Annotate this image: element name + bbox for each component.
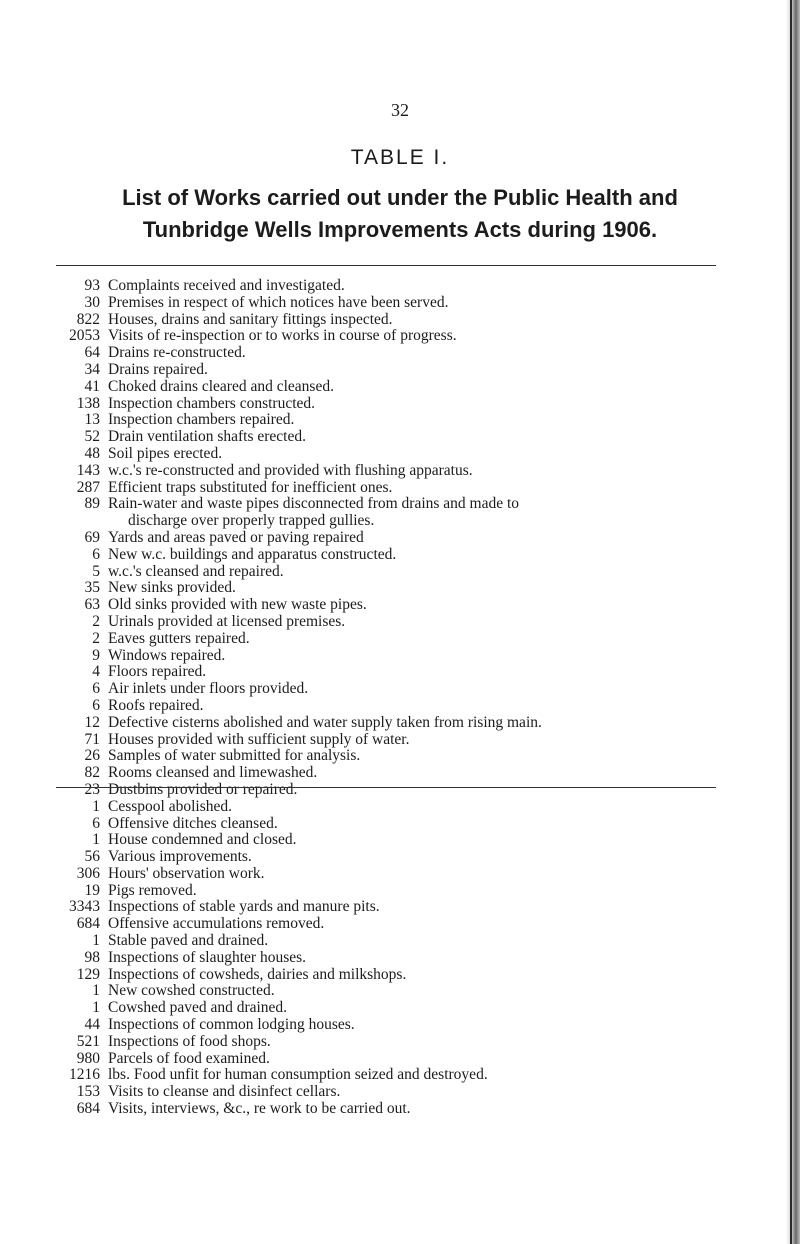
item-count: 287 <box>76 478 100 496</box>
list-item <box>52 547 732 564</box>
list-item <box>52 899 732 916</box>
list-item <box>52 412 732 429</box>
item-count: 52 <box>84 428 100 446</box>
item-description: Rooms cleansed and limewashed. <box>108 764 318 782</box>
item-description: Drains re-constructed. <box>108 344 246 362</box>
item-count: 19 <box>84 881 100 899</box>
item-description-line: Rain-water and waste pipes disconnected from drains and made to <box>108 495 520 513</box>
item-description: Drains repaired. <box>108 360 208 378</box>
item-description: Inspection chambers repaired. <box>108 411 295 429</box>
list-item <box>52 832 732 849</box>
item-description: Drain ventilation shafts erected. <box>108 428 306 446</box>
item-count: 822 <box>76 310 100 328</box>
list-item <box>52 698 732 715</box>
item-count: 1 <box>92 797 100 815</box>
item-description: w.c.'s cleansed and repaired. <box>108 562 284 580</box>
works-list <box>52 278 732 1118</box>
item-count: 2 <box>92 629 100 647</box>
item-description: Houses provided with sufficient supply of water. <box>108 730 410 748</box>
item-description: Houses, drains and sanitary fittings inspected. <box>108 310 393 328</box>
list-item <box>52 916 732 933</box>
list-item <box>52 362 732 379</box>
page-edge-line <box>790 0 792 1244</box>
list-item <box>52 614 732 631</box>
item-description: Floors repaired. <box>108 663 207 681</box>
item-count: 2053 <box>69 327 100 345</box>
item-description: Dustbins provided or repaired. <box>108 780 298 798</box>
item-description: Inspections of stable yards and manure pits. <box>108 898 380 916</box>
item-description <box>100 496 732 530</box>
list-item <box>52 564 732 581</box>
list-item <box>52 765 732 782</box>
list-item <box>52 278 732 295</box>
list-item <box>52 295 732 312</box>
item-description: Cowshed paved and drained. <box>108 999 288 1017</box>
item-count: 3343 <box>69 898 100 916</box>
list-item <box>52 631 732 648</box>
item-description: Hours' observation work. <box>108 864 265 882</box>
item-description: Inspections of cowsheds, dairies and milkshops. <box>108 965 407 983</box>
list-item <box>52 597 732 614</box>
item-description: w.c.'s re-constructed and provided with flushing apparatus. <box>108 461 473 479</box>
item-count: 69 <box>84 528 100 546</box>
list-item <box>52 782 732 799</box>
item-description: Various improvements. <box>108 848 252 866</box>
item-count: 143 <box>76 461 100 479</box>
list-item <box>52 580 732 597</box>
item-description: Air inlets under floors provided. <box>108 680 309 698</box>
item-count: 35 <box>84 579 100 597</box>
list-item <box>52 396 732 413</box>
list-item <box>52 664 732 681</box>
list-item <box>52 379 732 396</box>
item-description: House condemned and closed. <box>108 831 297 849</box>
item-count: 34 <box>84 360 100 378</box>
item-description: Cesspool abolished. <box>108 797 232 815</box>
item-count: 1 <box>92 999 100 1017</box>
document-heading <box>40 182 760 246</box>
item-count: 89 <box>84 495 100 513</box>
top-divider <box>56 265 716 266</box>
list-item <box>52 933 732 950</box>
list-item <box>52 1067 732 1084</box>
item-description: Samples of water submitted for analysis. <box>108 747 361 765</box>
item-count: 980 <box>76 1049 100 1067</box>
page-number: 32 <box>391 100 409 120</box>
item-count: 6 <box>92 545 100 563</box>
item-count: 82 <box>84 764 100 782</box>
list-item <box>52 463 732 480</box>
item-count: 6 <box>92 696 100 714</box>
item-count: 71 <box>84 730 100 748</box>
item-description: Defective cisterns abolished and water supply taken from rising main. <box>108 713 542 731</box>
item-description: Inspections of common lodging houses. <box>108 1016 355 1034</box>
list-item <box>52 816 732 833</box>
item-count: 98 <box>84 948 100 966</box>
list-item <box>52 849 732 866</box>
item-description: Soil pipes erected. <box>108 444 223 462</box>
item-description: Offensive ditches cleansed. <box>108 814 278 832</box>
item-count: 13 <box>84 411 100 429</box>
heading-line-2: Tunbridge Wells Improvements Acts during 1906. <box>142 217 658 242</box>
list-item <box>52 950 732 967</box>
item-description: Roofs repaired. <box>108 696 204 714</box>
item-description: Parcels of food examined. <box>108 1049 270 1067</box>
item-count: 6 <box>92 680 100 698</box>
item-count: 5 <box>92 562 100 580</box>
list-item <box>52 866 732 883</box>
list-item <box>52 1051 732 1068</box>
list-item <box>52 1017 732 1034</box>
item-count: 306 <box>76 864 100 882</box>
list-item <box>52 345 732 362</box>
list-item <box>52 648 732 665</box>
item-description: Visits to cleanse and disinfect cellars. <box>108 1083 341 1101</box>
list-item <box>52 496 732 530</box>
table-title: TABLE I. <box>350 146 450 169</box>
list-item <box>52 967 732 984</box>
item-description: Eaves gutters repaired. <box>108 629 250 647</box>
item-description: Complaints received and investigated. <box>108 277 345 294</box>
list-item <box>52 1101 732 1118</box>
item-description: New cowshed constructed. <box>108 982 275 1000</box>
list-item <box>52 715 732 732</box>
item-description: Yards and areas paved or paving repaired <box>108 528 364 546</box>
item-count: 1 <box>92 982 100 1000</box>
item-count: 521 <box>76 1032 100 1050</box>
item-description: Premises in respect of which notices have been served. <box>108 293 449 311</box>
item-count: 64 <box>84 344 100 362</box>
item-description: Inspection chambers constructed. <box>108 394 316 412</box>
item-count: 153 <box>76 1083 100 1101</box>
list-item <box>52 983 732 1000</box>
item-count: 48 <box>84 444 100 462</box>
list-item <box>52 883 732 900</box>
bottom-divider <box>56 787 716 788</box>
item-description: New sinks provided. <box>108 579 236 597</box>
item-count: 2 <box>92 612 100 630</box>
heading-line-1: List of Works carried out under the Public Health and <box>122 185 678 210</box>
item-description-continuation: discharge over properly trapped gullies. <box>128 512 375 530</box>
item-count: 23 <box>84 780 100 798</box>
page-edge-shadow <box>786 0 800 1244</box>
list-item <box>52 1034 732 1051</box>
list-item <box>52 480 732 497</box>
item-description: Urinals provided at licensed premises. <box>108 612 346 630</box>
list-item <box>52 1084 732 1101</box>
item-count: 93 <box>84 277 100 294</box>
list-item <box>52 328 732 345</box>
item-count: 41 <box>84 377 100 395</box>
item-description: Old sinks provided with new waste pipes. <box>108 596 367 614</box>
item-description: Offensive accumulations removed. <box>108 915 325 933</box>
list-item <box>52 681 732 698</box>
item-description: Stable paved and drained. <box>108 932 269 950</box>
item-count: 12 <box>84 713 100 731</box>
list-item <box>52 312 732 329</box>
list-item <box>52 748 732 765</box>
item-count: 44 <box>84 1016 100 1034</box>
item-count: 684 <box>76 915 100 933</box>
item-count: 26 <box>84 747 100 765</box>
item-count: 684 <box>76 1100 100 1118</box>
item-description: Windows repaired. <box>108 646 226 664</box>
item-description: Inspections of food shops. <box>108 1032 271 1050</box>
item-description: Efficient traps substituted for inefficient ones. <box>108 478 393 496</box>
item-count: 56 <box>84 848 100 866</box>
item-description: Visits of re-inspection or to works in course of progress. <box>108 327 457 345</box>
item-count: 1 <box>92 831 100 849</box>
item-count: 129 <box>76 965 100 983</box>
item-description: New w.c. buildings and apparatus constructed. <box>108 545 397 563</box>
item-description: Inspections of slaughter houses. <box>108 948 307 966</box>
item-count: 138 <box>76 394 100 412</box>
item-count: 1 <box>92 932 100 950</box>
item-description: Visits, interviews, &c., re work to be carried out. <box>108 1100 411 1118</box>
list-item <box>52 732 732 749</box>
item-count: 1216 <box>69 1066 100 1084</box>
item-description: Choked drains cleared and cleansed. <box>108 377 334 395</box>
item-count: 30 <box>84 293 100 311</box>
item-count: 4 <box>92 663 100 681</box>
item-count: 63 <box>84 596 100 614</box>
list-item <box>52 799 732 816</box>
list-item <box>52 429 732 446</box>
item-description: lbs. Food unfit for human consumption seized and destroyed. <box>108 1066 488 1084</box>
item-count: 6 <box>92 814 100 832</box>
list-item <box>52 530 732 547</box>
list-item <box>52 1000 732 1017</box>
item-count: 9 <box>92 646 100 664</box>
item-description: Pigs removed. <box>108 881 197 899</box>
list-item <box>52 446 732 463</box>
